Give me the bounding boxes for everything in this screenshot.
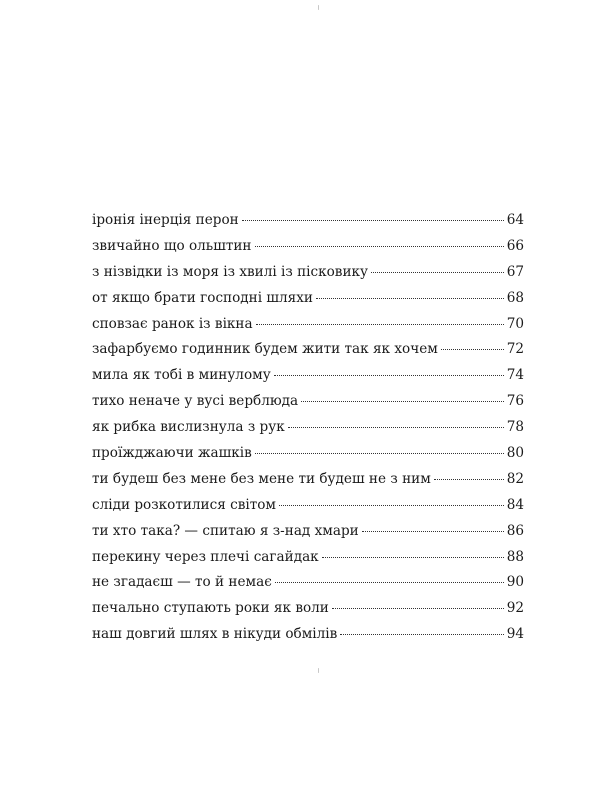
toc-entry-title: сліди розкотилися світом bbox=[92, 496, 277, 513]
dot-leader bbox=[322, 556, 504, 558]
toc-entry[interactable] bbox=[92, 519, 524, 545]
toc-entry-title: мила як тобі в минулому bbox=[92, 367, 271, 384]
toc-entry[interactable] bbox=[92, 570, 524, 596]
toc-entry[interactable] bbox=[92, 286, 524, 312]
toc-entry-page: 72 bbox=[506, 341, 524, 358]
toc-entry[interactable] bbox=[92, 441, 524, 467]
paper-speck-bottom bbox=[318, 668, 319, 673]
toc-entry-title: ти хто така? — спитаю я з-над хмари bbox=[92, 522, 359, 539]
toc-entry[interactable] bbox=[92, 363, 524, 389]
dot-leader bbox=[362, 530, 504, 532]
toc-entry-title: зафарбуємо годинник будем жити так як хочем bbox=[92, 341, 438, 358]
toc-entry-title: проїжджаючи жашків bbox=[92, 445, 252, 462]
dot-leader bbox=[255, 452, 504, 454]
toc-entry[interactable] bbox=[92, 312, 524, 338]
toc-entry[interactable] bbox=[92, 545, 524, 571]
toc-entry-title: ти будеш без мене без мене ти будеш не з ним bbox=[92, 470, 431, 487]
dot-leader bbox=[434, 478, 504, 480]
toc-entry-page: 82 bbox=[506, 470, 524, 487]
toc-entry-title: сповзає ранок із вікна bbox=[92, 315, 253, 332]
dot-leader bbox=[371, 271, 504, 273]
toc-entry-page: 88 bbox=[506, 548, 524, 565]
toc-entry-title: з нізвідки із моря із хвилі із пісковику bbox=[92, 263, 369, 280]
paper-speck-top bbox=[318, 5, 319, 10]
dot-leader bbox=[256, 323, 504, 325]
dot-leader bbox=[332, 607, 504, 609]
table-of-contents bbox=[92, 208, 524, 648]
toc-entry[interactable] bbox=[92, 337, 524, 363]
toc-entry-page: 74 bbox=[506, 367, 524, 384]
toc-entry[interactable] bbox=[92, 208, 524, 234]
toc-entry-title: іронія інерція перон bbox=[92, 212, 239, 228]
toc-entry[interactable] bbox=[92, 260, 524, 286]
dot-leader bbox=[301, 400, 504, 402]
toc-entry-page: 94 bbox=[506, 626, 524, 643]
dot-leader bbox=[242, 219, 504, 221]
toc-entry-page: 76 bbox=[506, 393, 524, 410]
dot-leader bbox=[288, 426, 504, 428]
toc-entry[interactable] bbox=[92, 415, 524, 441]
toc-entry[interactable] bbox=[92, 389, 524, 415]
toc-entry-page: 64 bbox=[506, 212, 524, 228]
toc-entry[interactable] bbox=[92, 622, 524, 648]
toc-entry-title: звичайно що ольштин bbox=[92, 237, 252, 254]
toc-entry-page: 78 bbox=[506, 419, 524, 436]
dot-leader bbox=[316, 297, 504, 299]
toc-entry-title: тихо неначе у вусі верблюда bbox=[92, 393, 299, 410]
toc-entry-page: 86 bbox=[506, 522, 524, 539]
dot-leader bbox=[340, 633, 504, 635]
dot-leader bbox=[255, 245, 505, 247]
dot-leader bbox=[275, 581, 504, 583]
toc-entry-title: як рибка вислизнула з рук bbox=[92, 419, 285, 436]
toc-entry[interactable] bbox=[92, 467, 524, 493]
toc-entry[interactable] bbox=[92, 596, 524, 622]
dot-leader bbox=[279, 504, 504, 506]
toc-entry-title: не згадаєш — то й немає bbox=[92, 574, 272, 591]
toc-entry-page: 80 bbox=[506, 445, 524, 462]
toc-entry-page: 67 bbox=[506, 263, 524, 280]
toc-entry-title: от якщо брати господні шляхи bbox=[92, 289, 313, 306]
dot-leader bbox=[441, 348, 504, 350]
toc-entry[interactable] bbox=[92, 234, 524, 260]
toc-entry-page: 92 bbox=[506, 600, 524, 617]
toc-entry-page: 70 bbox=[506, 315, 524, 332]
toc-entry-title: перекину через плечі сагайдак bbox=[92, 548, 319, 565]
toc-entry[interactable] bbox=[92, 493, 524, 519]
toc-entry-title: наш довгий шлях в нікуди обмілів bbox=[92, 626, 338, 643]
dot-leader bbox=[274, 374, 504, 376]
toc-entry-title: печально ступають роки як воли bbox=[92, 600, 329, 617]
toc-entry-page: 66 bbox=[506, 237, 524, 254]
toc-entry-page: 68 bbox=[506, 289, 524, 306]
toc-entry-page: 90 bbox=[506, 574, 524, 591]
toc-entry-page: 84 bbox=[506, 496, 524, 513]
